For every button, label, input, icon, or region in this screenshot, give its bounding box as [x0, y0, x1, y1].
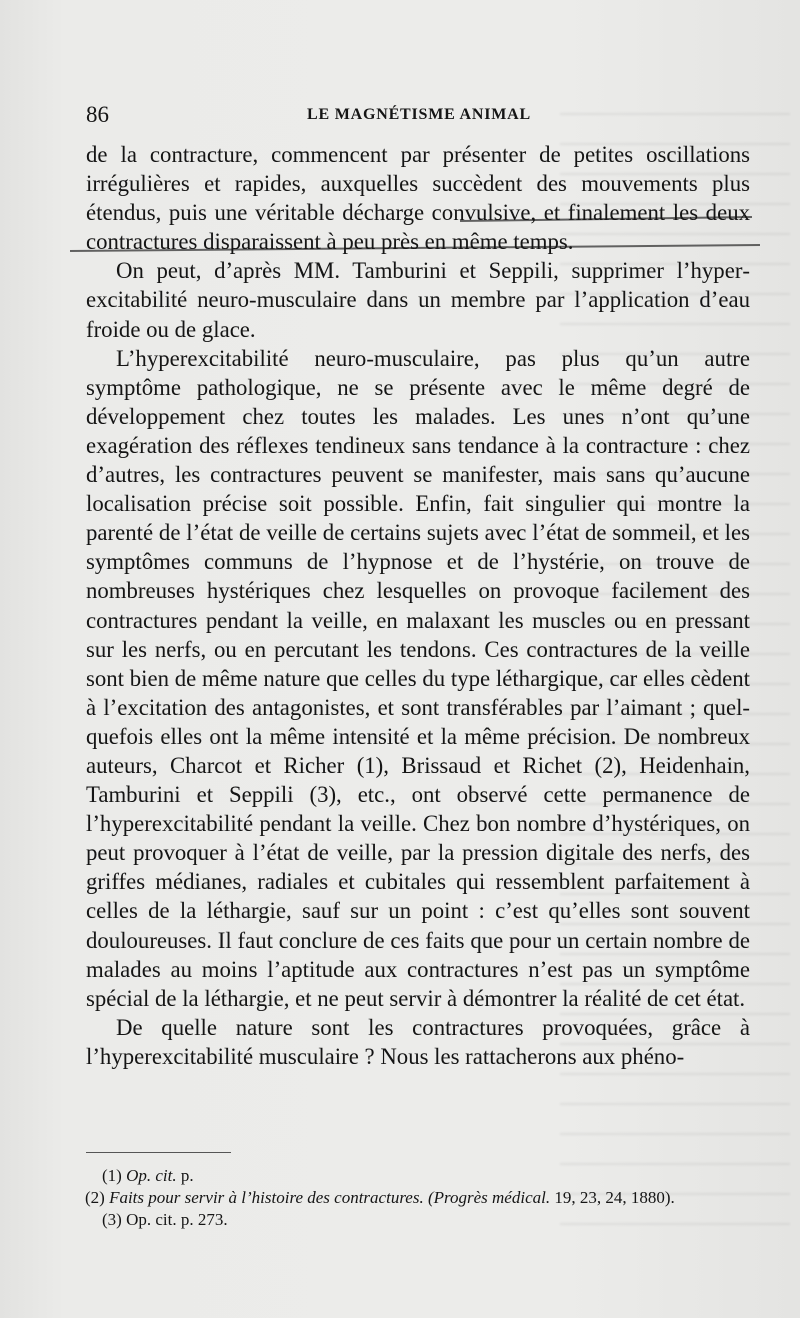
paragraph: On peut, d’après MM. Tamburini et Seppili, supprimer l’hyperexcitabilité neuro-musculaire dans un membre par l’application d’eau froide ou de glace.	[86, 258, 750, 342]
footnote-marker: (3)	[102, 1210, 122, 1229]
page-header	[86, 100, 752, 130]
footnote-text: 19, 23, 24, 1880).	[554, 1188, 675, 1207]
footnote-2	[85, 1187, 750, 1209]
paragraph: de la contracture, commencent par présenter de petites oscillations irrégulières et rapides, auxquelles succèdent des mouvements plus étendus, puis une véritable décharge convulsive, et finalement les deux contractures disparaissent à peu près en même temps.	[86, 142, 750, 255]
footnote-1	[102, 1165, 750, 1187]
body-text	[86, 140, 750, 1071]
paragraph: L’hyperexcitabilité neuro-musculaire, pas plus qu’un autre symptôme pathologique, ne se présente avec le même degré de développement chez toutes les malades. Les unes n’ont qu’une exagération des réflexes tendineux sans tendance à la contracture : chez d’autres, les contractures peuvent se manifester, mais sans qu’aucune localisation précise soit possible. Enfin, fait singulier qui montre la parenté de l’état de veille de certains sujets avec l’état de sommeil, et les symptômes communs de l’hypnose et de l’hystérie, on trouve de nombreuses hystériques chez lesquelles on provoque facilement des contractures pendant la veille, en malaxant les muscles ou en pressant sur les nerfs, ou en percutant les tendons. Ces contractures de la veille sont bien de même nature que celles du type léthargique, car elles cèdent à l’excitation des antagonistes, et sont transférables par l’aimant ; quelquefois elles ont la même intensité et la même précision. De nombreux auteurs, Charcot et Richer (1), Brissaud et Richet (2), Heidenhain, Tamburini et Seppili (3), etc., ont observé cette permanence de l’hyperexcitabilité pendant la veille. Chez bon nombre d’hystériques, on peut provoquer à l’état de veille, par la pression digitale des nerfs, des griffes médianes, radiales et cubitales qui ressemblent parfaitement à celles de la léthargie, sauf sur un point : c’est qu’elles sont souvent douloureuses. Il faut conclure de ces faits que pour un certain nombre de malades au moins l’aptitude aux contractures n’est pas un symptôme spécial de la léthargie, et ne peut servir à démontrer la réalité de cet état.	[86, 345, 750, 1011]
footnote-italic: Op. cit.	[126, 1166, 177, 1185]
footnote-divider	[86, 1152, 231, 1153]
page-number: 86	[86, 102, 109, 127]
footnotes	[85, 1165, 750, 1231]
footnote-3	[102, 1209, 750, 1231]
paragraph: De quelle nature sont les contractures provoquées, grâce à l’hyperexcitabilité musculaire ? Nous les rattacherons aux phéno-	[86, 1014, 750, 1069]
footnote-text: p.	[180, 1166, 194, 1185]
footnote-text: Op. cit. p. 273.	[126, 1210, 228, 1229]
running-title: LE MAGNÉTISME ANIMAL	[306, 106, 532, 123]
footnote-marker: (1)	[102, 1166, 122, 1185]
footnote-italic: Faits pour servir à l’histoire des contractures. (Progrès médical.	[109, 1188, 551, 1207]
footnote-marker: (2)	[85, 1188, 105, 1207]
